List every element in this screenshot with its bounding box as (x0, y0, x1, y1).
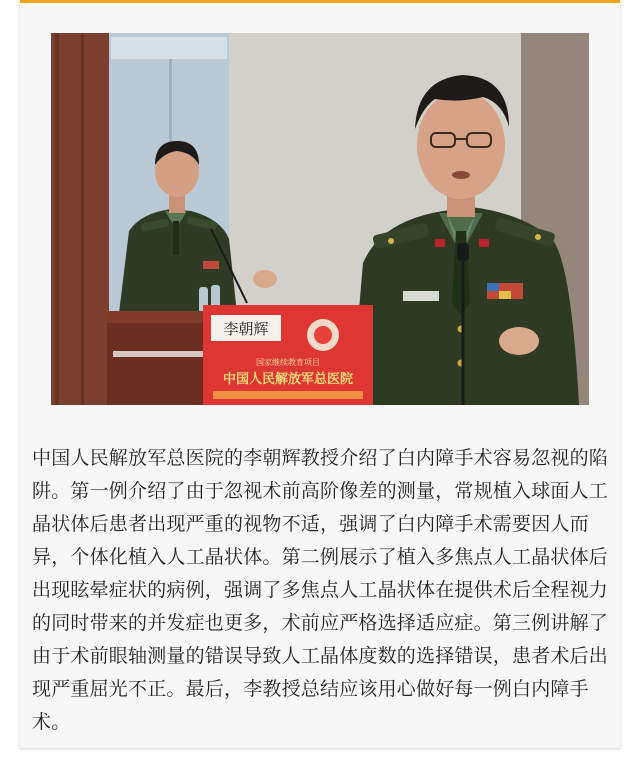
banner-text-1: 国家继续教育项目 (256, 358, 320, 367)
article-card (20, 0, 620, 748)
nameplate-text: 李朝辉 (223, 320, 269, 338)
article-paragraph: 中国人民解放军总医院的李朝辉教授介绍了白内障手术容易忽视的陷阱。第一例介绍了由于忽视术前高阶像差的测量，常规植入球面人工晶状体后患者出现严重的视物不适，强调了白内障手术需要因人而异，个体化植入人工晶状体。第二例展示了植入多焦点人工晶状体后出现眩晕症状的病例，强调了多焦点人工晶状体在提供术后全程视力的同时带来的并发症也更多，术前应严格选择适应症。第三例讲解了由于术前眼轴测量的错误导致人工晶体度数的选择错误，患者术后出现严重屈光不正。最后，李教授总结应该用心做好每一例白内障手术。 (32, 447, 609, 733)
lecture-photo (51, 33, 589, 405)
banner-text-2: 中国人民解放军总医院 (222, 372, 354, 387)
